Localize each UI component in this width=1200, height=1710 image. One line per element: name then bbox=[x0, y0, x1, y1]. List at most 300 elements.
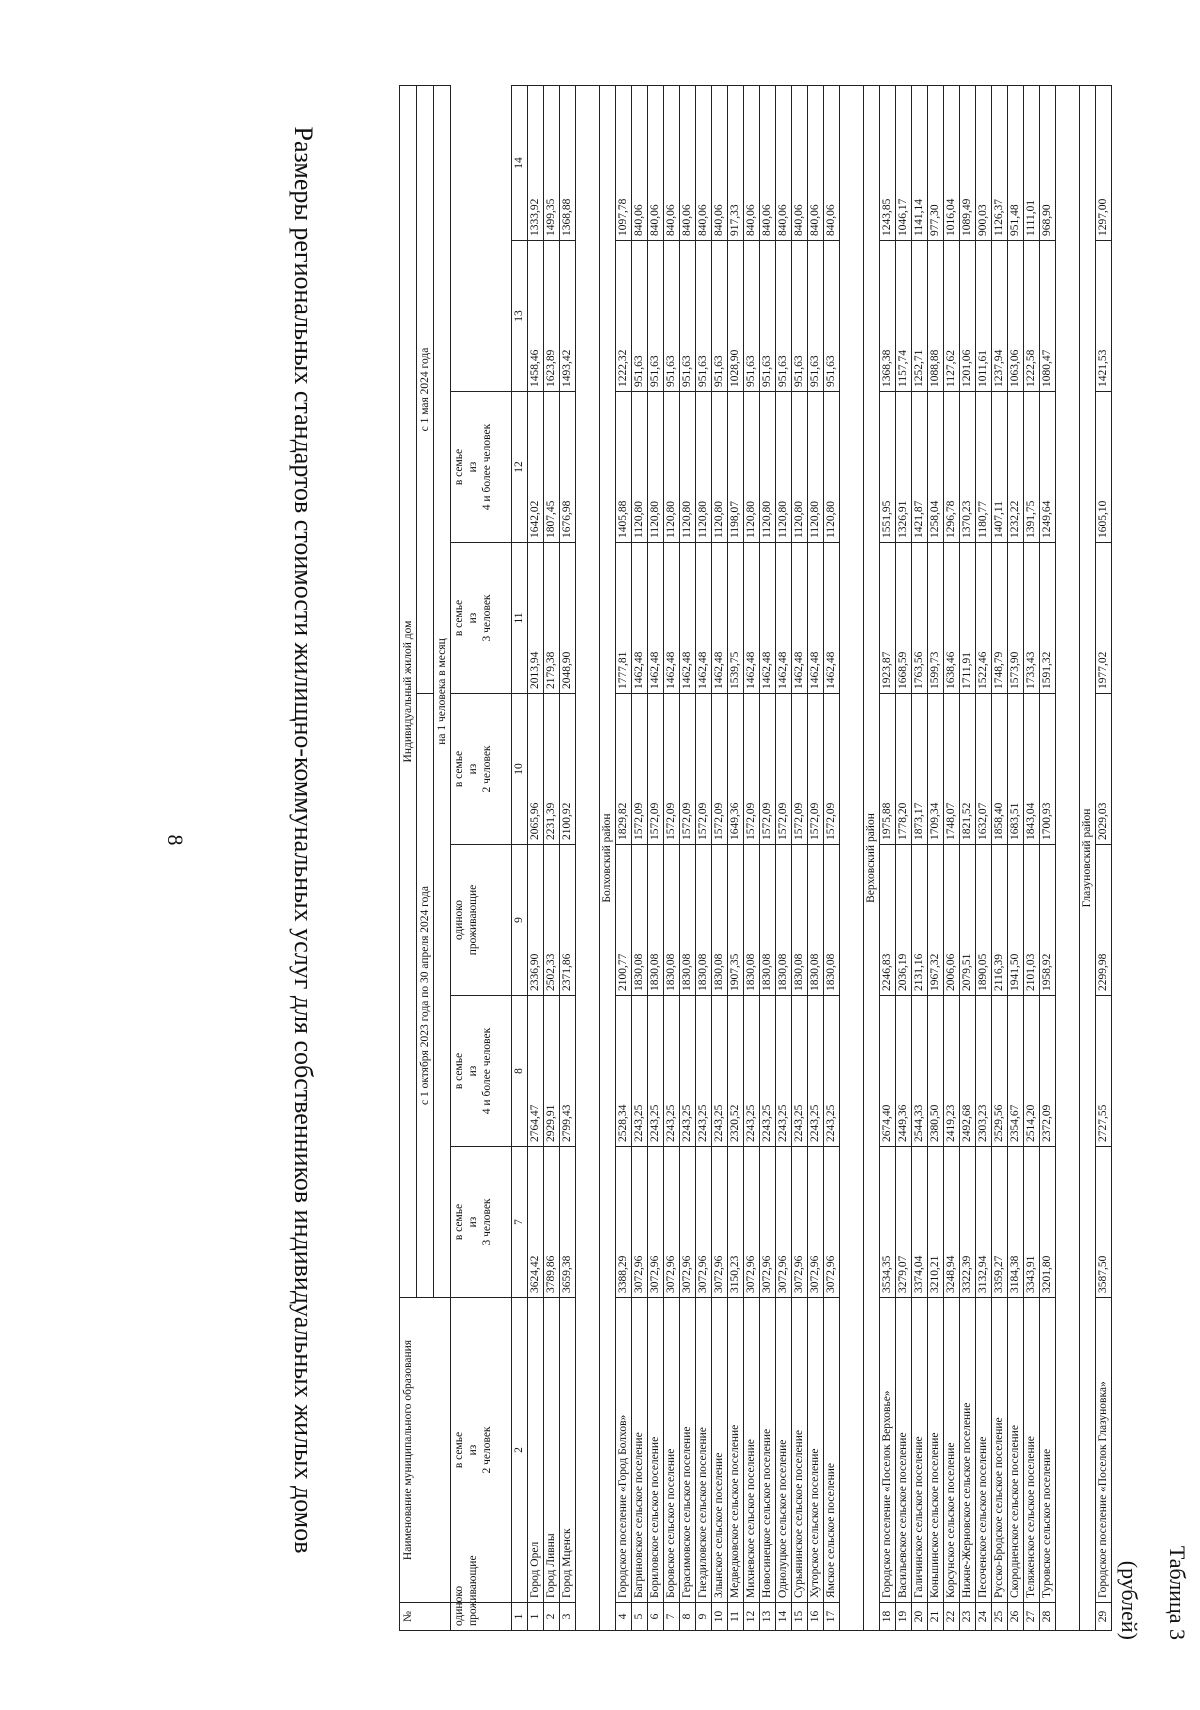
value-cell: 1016,04 bbox=[944, 86, 960, 241]
table-row bbox=[528, 86, 544, 1631]
value-cell: 2036,19 bbox=[896, 845, 912, 996]
value-cell: 1237,94 bbox=[992, 241, 1008, 392]
value-cell: 1028,90 bbox=[728, 241, 744, 392]
municipality-name: Бориловское сельское поселение bbox=[648, 1298, 664, 1603]
value-cell: 1407,11 bbox=[992, 392, 1008, 543]
value-cell: 2529,56 bbox=[992, 996, 1008, 1147]
value-cell: 2299,98 bbox=[1096, 845, 1112, 996]
value-cell: 3072,96 bbox=[776, 1147, 792, 1298]
row-number: 8 bbox=[680, 1603, 696, 1631]
value-cell: 1063,06 bbox=[1008, 241, 1024, 392]
value-cell: 1830,08 bbox=[776, 845, 792, 996]
value-cell: 3072,96 bbox=[712, 1147, 728, 1298]
value-cell: 1458,46 bbox=[528, 241, 544, 392]
municipality-name: Багриновское сельское поселение bbox=[632, 1298, 648, 1603]
column-number: 1 bbox=[512, 1603, 528, 1631]
value-cell: 1830,08 bbox=[632, 845, 648, 996]
value-cell: 1830,08 bbox=[760, 845, 776, 996]
column-number: 2 bbox=[512, 1298, 528, 1603]
value-cell: 1572,09 bbox=[664, 694, 680, 845]
value-cell: 1046,17 bbox=[896, 86, 912, 241]
column-header: в семье из 2 человек bbox=[451, 1298, 512, 1603]
municipality-name: Город Мценск bbox=[560, 1298, 576, 1603]
value-cell: 1462,48 bbox=[792, 543, 808, 694]
value-cell: 1967,32 bbox=[928, 845, 944, 996]
header-row-numbers bbox=[512, 86, 528, 1631]
row-number: 17 bbox=[824, 1603, 840, 1631]
row-number: 20 bbox=[912, 1603, 928, 1631]
value-cell: 840,06 bbox=[824, 86, 840, 241]
table-row bbox=[664, 86, 680, 1631]
value-cell: 968,90 bbox=[1040, 86, 1056, 241]
value-cell: 1830,08 bbox=[744, 845, 760, 996]
units-label: (рублей) bbox=[1117, 1560, 1142, 1640]
value-cell: 977,30 bbox=[928, 86, 944, 241]
value-cell: 3072,96 bbox=[632, 1147, 648, 1298]
district-row bbox=[864, 86, 880, 1631]
value-cell: 1120,80 bbox=[680, 392, 696, 543]
value-cell: 1089,49 bbox=[960, 86, 976, 241]
value-cell: 1120,80 bbox=[792, 392, 808, 543]
value-cell: 2079,51 bbox=[960, 845, 976, 996]
table-row bbox=[1008, 86, 1024, 1631]
value-cell: 951,63 bbox=[632, 241, 648, 392]
value-cell: 1977,02 bbox=[1096, 543, 1112, 694]
value-cell: 1830,08 bbox=[712, 845, 728, 996]
column-header: одиноко проживающие bbox=[451, 1603, 512, 1631]
row-number: 19 bbox=[896, 1603, 912, 1631]
table-row bbox=[680, 86, 696, 1631]
value-cell: 1120,80 bbox=[776, 392, 792, 543]
value-cell: 951,63 bbox=[696, 241, 712, 392]
value-cell: 1462,48 bbox=[712, 543, 728, 694]
value-cell: 1572,09 bbox=[712, 694, 728, 845]
value-cell: 840,06 bbox=[680, 86, 696, 241]
value-cell: 951,63 bbox=[792, 241, 808, 392]
table-row bbox=[760, 86, 776, 1631]
value-cell: 3072,96 bbox=[648, 1147, 664, 1298]
header-period1: с 1 октября 2023 года по 30 апреля 2024 года bbox=[417, 694, 434, 1298]
municipality-name: Боровское сельское поселение bbox=[664, 1298, 680, 1603]
table-row bbox=[792, 86, 808, 1631]
value-cell: 1421,53 bbox=[1096, 241, 1112, 392]
value-cell: 2100,77 bbox=[616, 845, 632, 996]
table-row bbox=[896, 86, 912, 1631]
value-cell: 2799,43 bbox=[560, 996, 576, 1147]
value-cell: 1763,56 bbox=[912, 543, 928, 694]
value-cell: 1493,42 bbox=[560, 241, 576, 392]
value-cell: 1890,05 bbox=[976, 845, 992, 996]
value-cell: 2116,39 bbox=[992, 845, 1008, 996]
value-cell: 1923,87 bbox=[880, 543, 896, 694]
table-row bbox=[912, 86, 928, 1631]
table-row bbox=[616, 86, 632, 1631]
value-cell: 2029,03 bbox=[1096, 694, 1112, 845]
value-cell: 1333,92 bbox=[528, 86, 544, 241]
row-number: 4 bbox=[616, 1603, 632, 1631]
value-cell: 840,06 bbox=[744, 86, 760, 241]
table-row bbox=[808, 86, 824, 1631]
value-cell: 900,03 bbox=[976, 86, 992, 241]
row-number: 16 bbox=[808, 1603, 824, 1631]
value-cell: 1638,46 bbox=[944, 543, 960, 694]
value-cell: 1462,48 bbox=[824, 543, 840, 694]
row-number: 28 bbox=[1040, 1603, 1056, 1631]
value-cell: 2243,25 bbox=[744, 996, 760, 1147]
value-cell: 1700,93 bbox=[1040, 694, 1056, 845]
value-cell: 1573,90 bbox=[1008, 543, 1024, 694]
column-number: 13 bbox=[512, 241, 528, 392]
row-number: 13 bbox=[760, 1603, 776, 1631]
value-cell: 1632,07 bbox=[976, 694, 992, 845]
value-cell: 1120,80 bbox=[808, 392, 824, 543]
table-row bbox=[928, 86, 944, 1631]
value-cell: 3534,35 bbox=[880, 1147, 896, 1298]
table-row bbox=[632, 86, 648, 1631]
header-row-columns bbox=[451, 86, 512, 1631]
value-cell: 2243,25 bbox=[776, 996, 792, 1147]
municipality-name: Герасимовское сельское поселение bbox=[680, 1298, 696, 1603]
value-cell: 1709,34 bbox=[928, 694, 944, 845]
municipality-name: Корсунское сельское поселение bbox=[944, 1298, 960, 1603]
value-cell: 1222,32 bbox=[616, 241, 632, 392]
table-row bbox=[728, 86, 744, 1631]
value-cell: 3210,21 bbox=[928, 1147, 944, 1298]
value-cell: 1572,09 bbox=[808, 694, 824, 845]
value-cell: 3343,91 bbox=[1024, 1147, 1040, 1298]
municipality-name: Русско-Бродское сельское поселение bbox=[992, 1298, 1008, 1603]
column-header: в семье из 3 человек bbox=[451, 1147, 512, 1298]
row-number: 29 bbox=[1096, 1603, 1112, 1631]
table-row bbox=[776, 86, 792, 1631]
value-cell: 2048,90 bbox=[560, 543, 576, 694]
column-header: в семье из 4 и более человек bbox=[451, 392, 512, 543]
district-name: Верховский район bbox=[864, 86, 880, 1631]
value-cell: 2179,38 bbox=[544, 543, 560, 694]
value-cell: 1232,22 bbox=[1008, 392, 1024, 543]
column-number: 7 bbox=[512, 1147, 528, 1298]
spacer-cell bbox=[1056, 86, 1080, 1631]
column-header: в семье из 4 и более человек bbox=[451, 996, 512, 1147]
value-cell: 951,63 bbox=[744, 241, 760, 392]
value-cell: 1141,14 bbox=[912, 86, 928, 241]
value-cell: 840,06 bbox=[712, 86, 728, 241]
column-header: в семье из 3 человек bbox=[451, 543, 512, 694]
table-label: Таблица 3 bbox=[1165, 1545, 1190, 1640]
value-cell: 2764,47 bbox=[528, 996, 544, 1147]
value-cell: 1180,77 bbox=[976, 392, 992, 543]
value-cell: 1642,02 bbox=[528, 392, 544, 543]
value-cell: 840,06 bbox=[760, 86, 776, 241]
column-number: 10 bbox=[512, 694, 528, 845]
value-cell: 1297,00 bbox=[1096, 86, 1112, 241]
column-number: 8 bbox=[512, 996, 528, 1147]
value-cell: 1572,09 bbox=[824, 694, 840, 845]
value-cell: 1733,43 bbox=[1024, 543, 1040, 694]
value-cell: 2243,25 bbox=[648, 996, 664, 1147]
value-cell: 1157,74 bbox=[896, 241, 912, 392]
value-cell: 3388,29 bbox=[616, 1147, 632, 1298]
value-cell: 2372,09 bbox=[1040, 996, 1056, 1147]
value-cell: 1462,48 bbox=[760, 543, 776, 694]
value-cell: 3072,96 bbox=[680, 1147, 696, 1298]
municipality-name: Городское поселение «Поселок Глазуновка» bbox=[1096, 1298, 1112, 1603]
table-body bbox=[528, 86, 1112, 1631]
district-row bbox=[600, 86, 616, 1631]
value-cell: 1539,75 bbox=[728, 543, 744, 694]
spacer-cell bbox=[840, 86, 864, 1631]
spacer-row bbox=[1056, 86, 1080, 1631]
value-cell: 1080,47 bbox=[1040, 241, 1056, 392]
municipality-name: Городское поселение «Город Болхов» bbox=[616, 1298, 632, 1603]
value-cell: 1111,01 bbox=[1024, 86, 1040, 241]
municipality-name: Коньшинское сельское поселение bbox=[928, 1298, 944, 1603]
value-cell: 1499,35 bbox=[544, 86, 560, 241]
municipality-name: Песоченское сельское поселение bbox=[976, 1298, 992, 1603]
value-cell: 1858,40 bbox=[992, 694, 1008, 845]
value-cell: 1222,58 bbox=[1024, 241, 1040, 392]
value-cell: 1830,08 bbox=[664, 845, 680, 996]
value-cell: 1649,36 bbox=[728, 694, 744, 845]
value-cell: 1391,75 bbox=[1024, 392, 1040, 543]
district-name: Глазуновский район bbox=[1080, 86, 1096, 1631]
value-cell: 1599,73 bbox=[928, 543, 944, 694]
value-cell: 2101,03 bbox=[1024, 845, 1040, 996]
header-period2: с 1 мая 2024 года bbox=[417, 86, 434, 694]
value-cell: 3072,96 bbox=[760, 1147, 776, 1298]
municipality-name: Медведковское сельское поселение bbox=[728, 1298, 744, 1603]
column-number: 14 bbox=[512, 86, 528, 241]
value-cell: 3587,50 bbox=[1096, 1147, 1112, 1298]
value-cell: 3624,42 bbox=[528, 1147, 544, 1298]
value-cell: 1522,46 bbox=[976, 543, 992, 694]
table-row bbox=[744, 86, 760, 1631]
value-cell: 1198,07 bbox=[728, 392, 744, 543]
municipality-name: Скородненское сельское поселение bbox=[1008, 1298, 1024, 1603]
value-cell: 1683,51 bbox=[1008, 694, 1024, 845]
value-cell: 1120,80 bbox=[696, 392, 712, 543]
value-cell: 951,63 bbox=[680, 241, 696, 392]
value-cell: 1127,62 bbox=[944, 241, 960, 392]
municipality-name: Теляженское сельское поселение bbox=[1024, 1298, 1040, 1603]
value-cell: 1368,38 bbox=[880, 241, 896, 392]
value-cell: 2354,67 bbox=[1008, 996, 1024, 1147]
table-row bbox=[976, 86, 992, 1631]
value-cell: 1668,59 bbox=[896, 543, 912, 694]
value-cell: 1462,48 bbox=[744, 543, 760, 694]
table-row bbox=[824, 86, 840, 1631]
table-row bbox=[560, 86, 576, 1631]
value-cell: 917,33 bbox=[728, 86, 744, 241]
value-cell: 1126,37 bbox=[992, 86, 1008, 241]
value-cell: 2246,83 bbox=[880, 845, 896, 996]
header-subgroup: на 1 человека в месяц bbox=[434, 86, 451, 1298]
value-cell: 2100,92 bbox=[560, 694, 576, 845]
row-number: 15 bbox=[792, 1603, 808, 1631]
value-cell: 840,06 bbox=[776, 86, 792, 241]
value-cell: 1011,61 bbox=[976, 241, 992, 392]
table-row bbox=[880, 86, 896, 1631]
value-cell: 3072,96 bbox=[808, 1147, 824, 1298]
value-cell: 951,63 bbox=[824, 241, 840, 392]
value-cell: 951,63 bbox=[664, 241, 680, 392]
value-cell: 1120,80 bbox=[664, 392, 680, 543]
row-number: 11 bbox=[728, 1603, 744, 1631]
district-row bbox=[1080, 86, 1096, 1631]
municipality-name: Городское поселение «Поселок Верховье» bbox=[880, 1298, 896, 1603]
value-cell: 1120,80 bbox=[744, 392, 760, 543]
value-cell: 2243,25 bbox=[712, 996, 728, 1147]
value-cell: 1958,92 bbox=[1040, 845, 1056, 996]
value-cell: 1591,32 bbox=[1040, 543, 1056, 694]
value-cell: 1748,79 bbox=[992, 543, 1008, 694]
column-header: в семье из 2 человек bbox=[451, 694, 512, 845]
column-number: 9 bbox=[512, 845, 528, 996]
table-row bbox=[1024, 86, 1040, 1631]
municipality-name: Злынское сельское поселение bbox=[712, 1298, 728, 1603]
value-cell: 1623,89 bbox=[544, 241, 560, 392]
row-number: 6 bbox=[648, 1603, 664, 1631]
spacer-cell bbox=[576, 86, 600, 1631]
value-cell: 1907,35 bbox=[728, 845, 744, 996]
document-title: Размеры региональных стандартов стоимости жилищно-коммунальных услуг для собственников индивидуальных жилых домов bbox=[289, 126, 318, 1554]
value-cell: 1249,64 bbox=[1040, 392, 1056, 543]
standards-table bbox=[399, 85, 1112, 1631]
value-cell: 840,06 bbox=[632, 86, 648, 241]
table-row bbox=[1096, 86, 1112, 1631]
value-cell: 2449,36 bbox=[896, 996, 912, 1147]
value-cell: 2131,16 bbox=[912, 845, 928, 996]
row-number: 9 bbox=[696, 1603, 712, 1631]
value-cell: 1120,80 bbox=[712, 392, 728, 543]
column-header: одиноко проживающие bbox=[451, 845, 512, 996]
value-cell: 2243,25 bbox=[680, 996, 696, 1147]
value-cell: 2528,34 bbox=[616, 996, 632, 1147]
value-cell: 2231,39 bbox=[544, 694, 560, 845]
value-cell: 1551,95 bbox=[880, 392, 896, 543]
municipality-name: Гнездиловское сельское поселение bbox=[696, 1298, 712, 1603]
value-cell: 951,63 bbox=[776, 241, 792, 392]
value-cell: 1711,91 bbox=[960, 543, 976, 694]
value-cell: 2502,33 bbox=[544, 845, 560, 996]
value-cell: 1258,04 bbox=[928, 392, 944, 543]
spacer-row bbox=[840, 86, 864, 1631]
row-number: 22 bbox=[944, 1603, 960, 1631]
value-cell: 2371,86 bbox=[560, 845, 576, 996]
value-cell: 1572,09 bbox=[792, 694, 808, 845]
value-cell: 1462,48 bbox=[696, 543, 712, 694]
row-number: 26 bbox=[1008, 1603, 1024, 1631]
row-number: 25 bbox=[992, 1603, 1008, 1631]
municipality-name: Васильевское сельское поселение bbox=[896, 1298, 912, 1603]
value-cell: 1462,48 bbox=[632, 543, 648, 694]
value-cell: 2243,25 bbox=[792, 996, 808, 1147]
value-cell: 1830,08 bbox=[648, 845, 664, 996]
value-cell: 1462,48 bbox=[664, 543, 680, 694]
value-cell: 840,06 bbox=[696, 86, 712, 241]
municipality-name: Галичинское сельское поселение bbox=[912, 1298, 928, 1603]
value-cell: 2243,25 bbox=[664, 996, 680, 1147]
value-cell: 1326,91 bbox=[896, 392, 912, 543]
value-cell: 840,06 bbox=[808, 86, 824, 241]
value-cell: 2243,25 bbox=[808, 996, 824, 1147]
column-number: 12 bbox=[512, 392, 528, 543]
value-cell: 3072,96 bbox=[792, 1147, 808, 1298]
row-number: 3 bbox=[560, 1603, 576, 1631]
value-cell: 2065,96 bbox=[528, 694, 544, 845]
value-cell: 1830,08 bbox=[792, 845, 808, 996]
row-number: 10 bbox=[712, 1603, 728, 1631]
table-row bbox=[648, 86, 664, 1631]
value-cell: 3072,96 bbox=[664, 1147, 680, 1298]
value-cell: 840,06 bbox=[648, 86, 664, 241]
value-cell: 1120,80 bbox=[760, 392, 776, 543]
value-cell: 1243,85 bbox=[880, 86, 896, 241]
row-number: 7 bbox=[664, 1603, 680, 1631]
value-cell: 1676,98 bbox=[560, 392, 576, 543]
row-number: 14 bbox=[776, 1603, 792, 1631]
value-cell: 1830,08 bbox=[808, 845, 824, 996]
row-number: 2 bbox=[544, 1603, 560, 1631]
value-cell: 3132,94 bbox=[976, 1147, 992, 1298]
value-cell: 3279,07 bbox=[896, 1147, 912, 1298]
value-cell: 1252,71 bbox=[912, 241, 928, 392]
value-cell: 2013,94 bbox=[528, 543, 544, 694]
value-cell: 2303,23 bbox=[976, 996, 992, 1147]
value-cell: 3789,86 bbox=[544, 1147, 560, 1298]
value-cell: 1975,88 bbox=[880, 694, 896, 845]
value-cell: 3359,27 bbox=[992, 1147, 1008, 1298]
value-cell: 951,63 bbox=[648, 241, 664, 392]
value-cell: 2544,33 bbox=[912, 996, 928, 1147]
row-number: 18 bbox=[880, 1603, 896, 1631]
spacer-row bbox=[576, 86, 600, 1631]
value-cell: 1748,07 bbox=[944, 694, 960, 845]
table-row bbox=[712, 86, 728, 1631]
value-cell: 1462,48 bbox=[808, 543, 824, 694]
value-cell: 1421,87 bbox=[912, 392, 928, 543]
value-cell: 1368,88 bbox=[560, 86, 576, 241]
value-cell: 2243,25 bbox=[632, 996, 648, 1147]
value-cell: 1370,23 bbox=[960, 392, 976, 543]
value-cell: 2727,55 bbox=[1096, 996, 1112, 1147]
municipality-name: Михневское сельское поселение bbox=[744, 1298, 760, 1603]
header-row-1 bbox=[400, 86, 417, 1631]
value-cell: 3184,38 bbox=[1008, 1147, 1024, 1298]
value-cell: 1120,80 bbox=[648, 392, 664, 543]
value-cell: 1821,52 bbox=[960, 694, 976, 845]
value-cell: 3072,96 bbox=[696, 1147, 712, 1298]
value-cell: 1778,20 bbox=[896, 694, 912, 845]
value-cell: 1829,82 bbox=[616, 694, 632, 845]
value-cell: 2243,25 bbox=[824, 996, 840, 1147]
value-cell: 1572,09 bbox=[648, 694, 664, 845]
value-cell: 3659,38 bbox=[560, 1147, 576, 1298]
table-row bbox=[944, 86, 960, 1631]
value-cell: 2674,40 bbox=[880, 996, 896, 1147]
value-cell: 3201,80 bbox=[1040, 1147, 1056, 1298]
value-cell: 3374,04 bbox=[912, 1147, 928, 1298]
table-row bbox=[696, 86, 712, 1631]
value-cell: 2514,20 bbox=[1024, 996, 1040, 1147]
column-number: 11 bbox=[512, 543, 528, 694]
row-number: 23 bbox=[960, 1603, 976, 1631]
row-number: 12 bbox=[744, 1603, 760, 1631]
value-cell: 1572,09 bbox=[760, 694, 776, 845]
value-cell: 2320,52 bbox=[728, 996, 744, 1147]
value-cell: 1462,48 bbox=[776, 543, 792, 694]
value-cell: 1462,48 bbox=[648, 543, 664, 694]
